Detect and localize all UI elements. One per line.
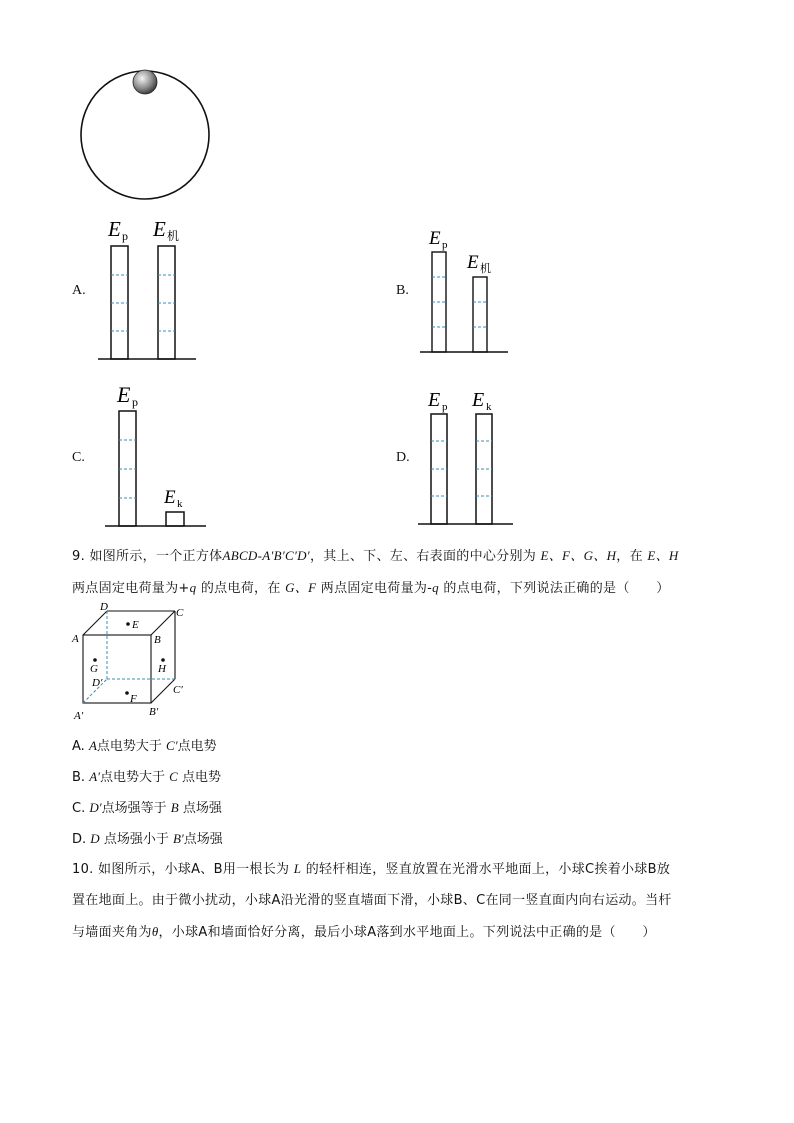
svg-text:F: F — [130, 693, 137, 705]
emech-bar — [473, 277, 487, 352]
bar2-sub: 机 — [167, 229, 180, 243]
svg-text:A: A — [72, 633, 79, 645]
svg-text:D′: D′ — [92, 677, 103, 689]
ball — [133, 70, 157, 94]
svg-text:E: E — [429, 228, 441, 249]
svg-text:p: p — [442, 239, 448, 251]
svg-text:E: E — [467, 252, 479, 273]
option-c-bar-figure — [102, 378, 212, 533]
option-a-letter: A. — [72, 283, 86, 298]
option-c-letter: C. — [72, 450, 85, 465]
option-b-letter: B. — [396, 283, 409, 298]
circular-track-figure — [70, 62, 220, 207]
question-10-text: 10. 如图所示，小球A、B用一根长为 L 的轻杆相连，竖直放置在光滑水平地面上，小球C挨着小球B放 置在地面上。由于微小扰动，小球A沿光滑的竖直墙面下滑，小球B、C在同一竖直面内向右运动。当杆 与墙面夹角为θ，小球A和墙面恰好分离，最后小球A落到水平地面上。下列说法中正确的是（ ） — [72, 861, 672, 940]
q9-choice-d[interactable]: D. D 点场强小于 B′点场强 — [72, 831, 223, 847]
svg-text:A′: A′ — [74, 710, 84, 722]
svg-text:E: E — [117, 382, 131, 407]
bar1-sub: p — [122, 229, 128, 243]
svg-text:E: E — [164, 487, 176, 508]
q9-choice-b[interactable]: B. A′点电势大于 C 点电势 — [72, 769, 221, 785]
svg-text:k: k — [177, 498, 183, 510]
svg-text:B: B — [154, 634, 161, 646]
bar2-label: E — [153, 217, 166, 241]
svg-text:p: p — [132, 395, 138, 409]
svg-text:B′: B′ — [149, 706, 159, 718]
svg-text:p: p — [442, 401, 448, 413]
svg-text:机: 机 — [480, 263, 491, 275]
svg-text:E: E — [132, 619, 139, 631]
option-d-bar-figure — [415, 383, 520, 528]
svg-text:D: D — [100, 601, 108, 613]
svg-text:G: G — [90, 663, 98, 675]
q9-choice-c[interactable]: C. D′点场强等于 B 点场强 — [72, 800, 222, 816]
option-b-bar-figure — [418, 222, 518, 357]
svg-text:C: C — [176, 607, 184, 619]
svg-text:E: E — [428, 389, 441, 411]
question-9-text: 9. 如图所示，一个正方体ABCD-A′B′C′D′，其上、下、左、右表面的中心分别为 E、F、G、H，在 E、H 两点固定电荷量为+q 的点电荷，在 G、F 两点固定电荷量为-q 的点电荷，下列说法正确的是（ ） — [72, 548, 679, 596]
option-a-bar-figure — [95, 212, 210, 367]
svg-text:H: H — [158, 663, 166, 675]
option-d-letter: D. — [396, 450, 410, 465]
svg-text:E: E — [472, 389, 485, 411]
svg-text:C′: C′ — [173, 684, 183, 696]
cube-figure — [70, 600, 195, 725]
ek-bar — [166, 512, 184, 526]
bar1-label: E — [108, 217, 121, 241]
svg-text:k: k — [486, 401, 492, 413]
q9-choice-a[interactable]: A. A点电势大于 C′点电势 — [72, 738, 217, 754]
